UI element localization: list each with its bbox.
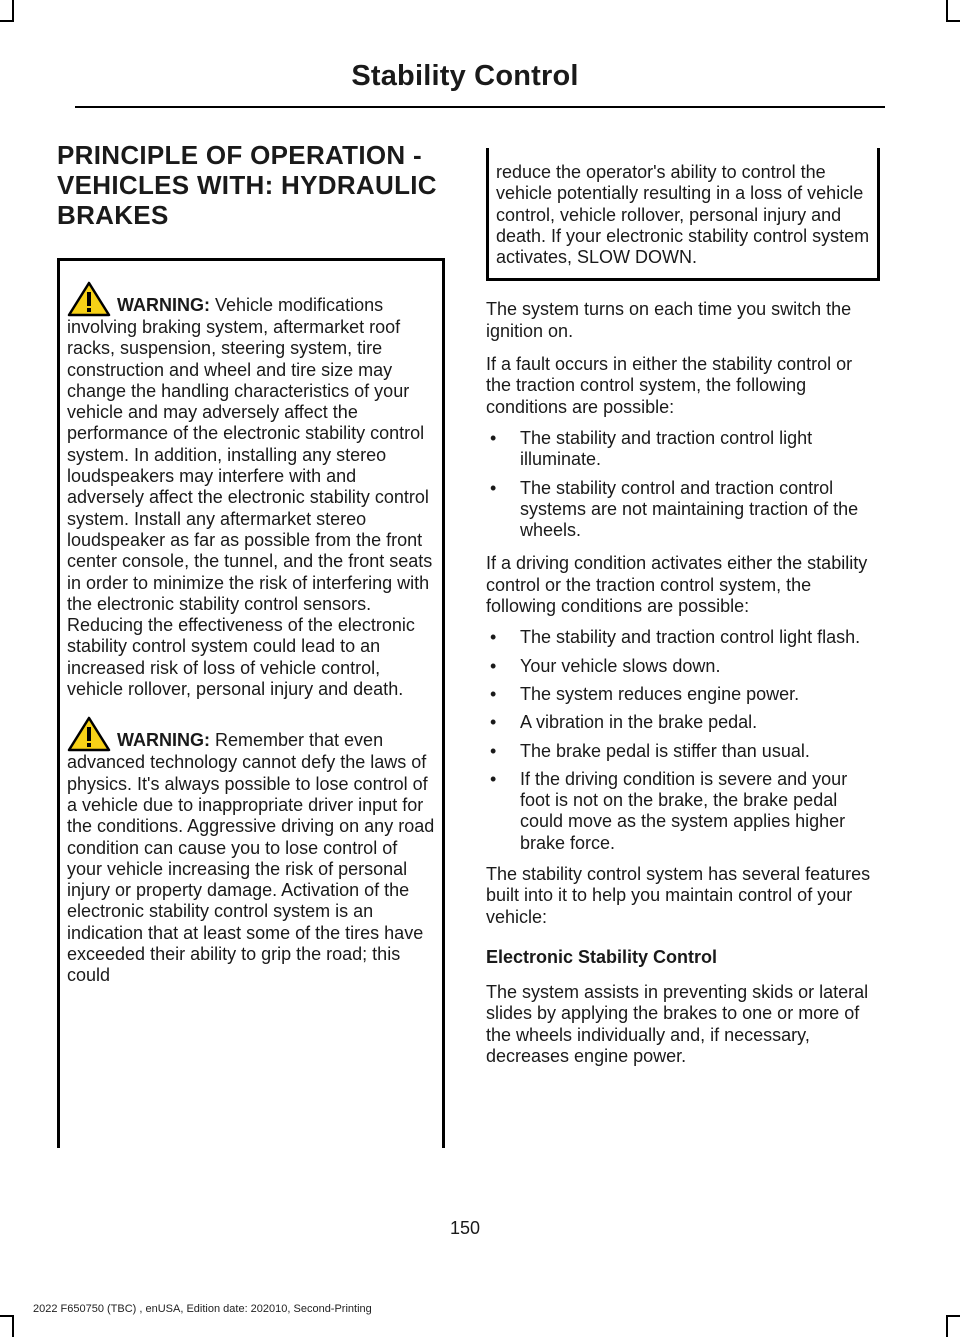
body-paragraph: The system turns on each time you switch the ignition on. xyxy=(486,299,852,341)
page-number: 150 xyxy=(449,1218,481,1238)
warning-continuation-text: reduce the operator's ability to control the vehicle potentially resulting in a loss of vehicle control, vehicle rollover, personal injury and death. If your electronic stability control system activates, SLOW DOWN. xyxy=(496,162,870,268)
bullet-icon: • xyxy=(490,627,497,648)
list-item-text: The stability control and traction control systems are not maintaining traction of the wheels. xyxy=(520,477,859,541)
list-item xyxy=(486,656,880,677)
crop-mark xyxy=(12,1317,14,1337)
list-item xyxy=(486,712,880,733)
warning-box xyxy=(57,258,445,1148)
bullet-icon: • xyxy=(490,683,497,704)
section-heading-line: PRINCIPLE OF OPERATION - xyxy=(57,140,422,170)
bullet-icon: • xyxy=(490,768,497,789)
bullet-icon: • xyxy=(490,655,497,676)
crop-mark xyxy=(12,0,14,20)
crop-mark xyxy=(0,20,14,22)
crop-mark xyxy=(946,1317,948,1337)
crop-mark xyxy=(0,1315,14,1317)
list-item xyxy=(486,478,880,542)
left-column xyxy=(57,140,445,1148)
body-paragraph: The system assists in preventing skids or lateral slides by applying the brakes to one or more of the wheels individually and, if necessary, decreases engine power. xyxy=(486,981,869,1066)
warning-paragraph xyxy=(67,716,436,986)
bullet-list xyxy=(486,428,880,541)
list-item-text: The brake pedal is stiffer than usual. xyxy=(520,740,810,761)
section-heading xyxy=(57,140,445,230)
warning-triangle-icon xyxy=(67,281,111,317)
warning-paragraph xyxy=(67,281,436,700)
list-item xyxy=(486,627,880,648)
list-item-text: If the driving condition is severe and your foot is not on the brake, the brake pedal could move as the system applies higher brake force. xyxy=(520,768,848,853)
crop-mark xyxy=(946,20,960,22)
section-heading-line: BRAKES xyxy=(57,200,169,230)
sub-heading: Electronic Stability Control xyxy=(486,946,718,967)
list-item-text: The stability and traction control light flash. xyxy=(520,627,861,648)
list-item-text: A vibration in the brake pedal. xyxy=(520,712,758,733)
warning-box-continuation xyxy=(486,148,880,281)
page-title: Stability Control xyxy=(351,60,579,92)
bullet-icon: • xyxy=(490,427,497,448)
list-item xyxy=(486,684,880,705)
warning-text: Remember that even advanced technology cannot defy the laws of physics. It's always possible to lose control of a vehicle due to inappropriate driver input for the conditions. Aggressive driving on any road condition can cause you to lose control of your vehicle increasing the risk of personal injury or property damage. Activation of the electronic stability control system is an indication that at least some of the tires have exceeded their ability to grip the road; this could xyxy=(67,730,435,986)
list-item xyxy=(486,741,880,762)
header-divider xyxy=(75,106,885,108)
bullet-icon: • xyxy=(490,712,497,733)
list-item xyxy=(486,428,880,471)
bullet-icon: • xyxy=(490,477,497,498)
section-heading-line: VEHICLES WITH: HYDRAULIC xyxy=(57,170,437,200)
list-item xyxy=(486,769,880,854)
list-item-text: The stability and traction control light illuminate. xyxy=(520,427,813,470)
crop-mark xyxy=(946,1315,960,1317)
warning-triangle-icon xyxy=(67,716,111,752)
body-paragraph: If a driving condition activates either the stability control or the traction control system, the following conditions are possible: xyxy=(486,553,868,617)
bullet-list xyxy=(486,627,880,854)
list-item-text: The system reduces engine power. xyxy=(520,683,800,704)
warning-label: WARNING: xyxy=(117,730,210,751)
list-item-text: Your vehicle slows down. xyxy=(520,655,721,676)
warning-text: Vehicle modifications involving braking system, aftermarket roof racks, suspension, steering system, tire construction and wheel and tire size may change the handling characteristics of your vehicle and may adversely affect the performance of the electronic stability control system. In addition, installing any stereo loudspeakers may interfere with and adversely affect the electronic stability control system. Install any aftermarket stereo loudspeaker as far as possible from the front center console, the tunnel, and the front seats in order to minimize the risk of interfering with the electronic stability control sensors. Reducing the effectiveness of the electronic stability control system could lead to an increased risk of loss of vehicle control, vehicle rollover, personal injury and death. xyxy=(67,295,433,700)
edition-footer: 2022 F650750 (TBC) , enUSA, Edition date: 202010, Second-Printing xyxy=(33,1303,372,1315)
bullet-icon: • xyxy=(490,740,497,761)
warning-label: WARNING: xyxy=(117,295,210,315)
crop-mark xyxy=(946,0,948,20)
body-paragraph: The stability control system has several features built into it to help you maintain control of your vehicle: xyxy=(486,864,871,927)
right-column xyxy=(486,148,880,1067)
body-paragraph: If a fault occurs in either the stability control or the traction control system, the following conditions are possible: xyxy=(486,354,853,417)
